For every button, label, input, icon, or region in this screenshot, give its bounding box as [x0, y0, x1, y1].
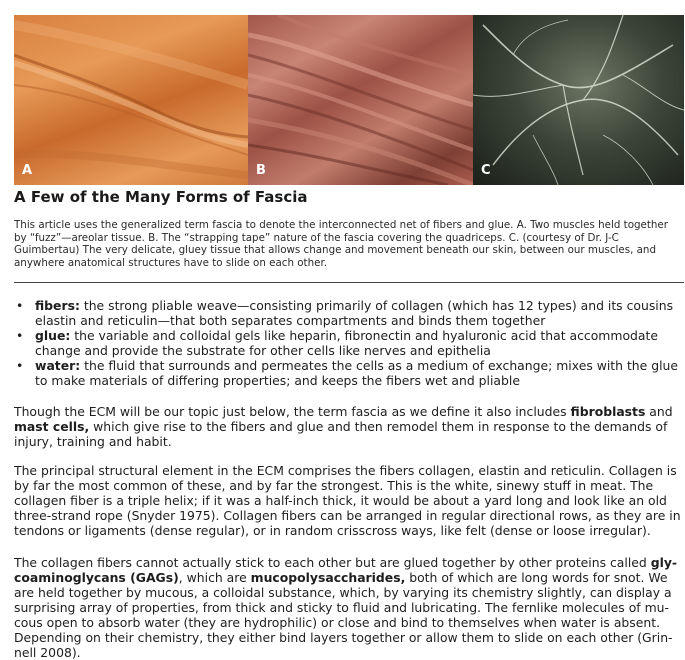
bold-term: fibroblasts [570, 404, 646, 419]
bold-term: gly-coaminoglycans (GAGs) [14, 555, 678, 585]
paragraph-text: , which are [178, 570, 251, 585]
paragraph-collagen: The principal structural element in the ECM comprises the fibers collagen, elastin and reticulin. Collagen is by far the most common of these, and by far the strongest. This is the white, sinewy stuff in meat. The collagen fiber is a triple helix; if it was a half-inch thick, it would be about a yard long and look like an old three-strand rope (Snyder 1975). Collagen fibers can be arranged in regular directional rows, as they are in tendons or ligaments (dense regular), or in random crisscross ways, like felt (dense or loose irregular). [14, 463, 681, 538]
paragraph-fascia-cells [14, 404, 685, 449]
panel-label-a: A [22, 163, 33, 178]
caption-divider [14, 282, 684, 283]
paragraph-text: The collagen fibers cannot actually stick to each other but are glued together by other proteins called [14, 555, 651, 570]
photo-panel-a [14, 15, 248, 185]
areolar-tissue-image [14, 15, 248, 185]
bullet-dot: • [16, 328, 24, 343]
list-term: glue: [35, 328, 71, 343]
list-item-glue [14, 328, 685, 358]
list-text: the fluid that surrounds and permeates the cells as a medium of exchange; mixes with the glue to make materials of differing properties; and keeps the fibers wet and pliable [35, 358, 678, 388]
fascia-photo-figure [14, 15, 684, 185]
photo-panel-b [248, 15, 473, 185]
paragraph-glue-proteins [14, 555, 685, 660]
bullet-dot: • [16, 298, 24, 313]
photo-panel-c [473, 15, 684, 185]
list-text: the strong pliable weave—consisting primarily of collagen (which has 12 types) and its cousins elastin and reticulin—that both separates compartments and binds them together [35, 298, 674, 328]
paragraph-text: and [645, 404, 673, 419]
paragraph-text: both of which are long words for snot. We are held together by mucous, a colloidal substance, which, by varying its chemistry slightly, can display a surprising array of properties, from thick and sticky to fluid and lubricating. The fernlike molecules of mu-cous open to absorb water (they are hydrophilic) or close and bind to themselves when water is absent. Depending on their chemistry, they either bind layers together or allow them to slide on each other (Grin-nell 2008). [14, 570, 673, 660]
list-term: fibers: [35, 298, 80, 313]
figure-caption: This article uses the generalized term fascia to denote the interconnected net of fibers and glue. A. Two muscles held together by “fuzz”—areolar tissue. B. The “strapping tape” nature of the fascia covering the quadriceps. C. (courtesy of Dr. J-C Guimbertau) The very delicate, gluey tissue that allows change and movement beneath our skin, between our muscles, and anywhere anatomical structures have to slide on each other. [14, 219, 669, 269]
bold-term: mast cells, [14, 419, 90, 434]
bold-term: mucopolysaccharides, [250, 570, 406, 585]
list-item-water [14, 358, 685, 388]
list-text: the variable and colloidal gels like heparin, fibronectin and hyaluronic acid that accommodate change and provide the substrate for other cells like nerves and epithelia [35, 328, 658, 358]
bullet-dot: • [16, 358, 24, 373]
list-item-fibers [14, 298, 685, 328]
figure-title: A Few of the Many Forms of Fascia [14, 188, 308, 206]
gluey-tissue-image [473, 15, 684, 185]
paragraph-text: Though the ECM will be our topic just below, the term fascia as we define it also includes [14, 404, 571, 419]
quadriceps-fascia-image [248, 15, 473, 185]
list-term: water: [35, 358, 81, 373]
panel-label-b: B [256, 163, 266, 178]
paragraph-text: which give rise to the fibers and glue and then remodel them in response to the demands of injury, training and habit. [14, 419, 668, 449]
panel-label-c: C [481, 163, 491, 178]
ecm-components-list [14, 298, 685, 388]
